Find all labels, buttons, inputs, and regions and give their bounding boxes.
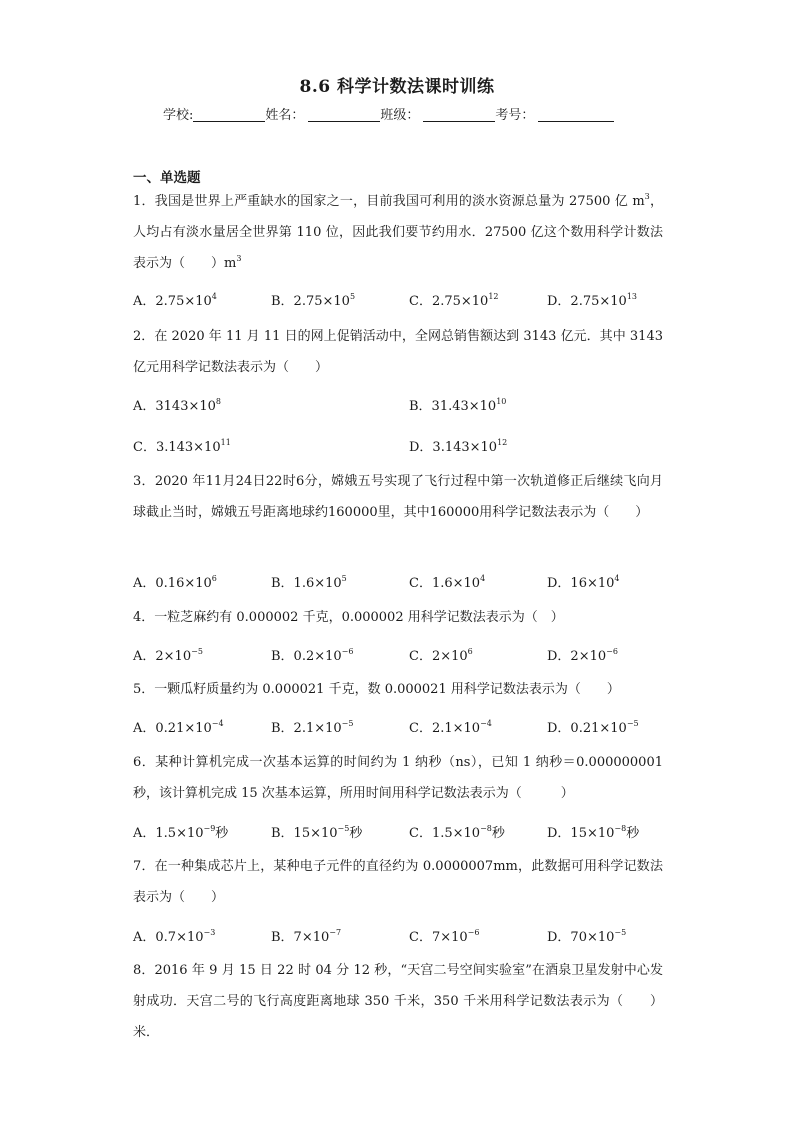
option-b[interactable]: B．$15\times 10^{-5}$秒 [271,824,363,841]
option-a[interactable]: A．$1.5\times 10^{-9}$秒 [133,824,229,841]
option-b[interactable]: B．$1.6\times 10^5$ [271,574,347,591]
question-2: 2．在 2020 年 11 月 11 日的网上促销活动中，全网总销售额达到 3143 亿元．其中 3143 亿元用科学记数法表示为（ ） [133,329,663,375]
option-a[interactable]: A．$2\times 10^{-5}$ [133,647,203,664]
option-b[interactable]: B．$31.43\times 10^{10}$ [409,397,507,414]
option-c[interactable]: C．$3.143\times 10^{11}$ [133,438,231,455]
question-1-options [133,290,663,312]
option-d[interactable]: D．$70\times 10^{-5}$ [547,928,627,945]
option-a[interactable]: A．$3143\times 10^8$ [133,397,222,414]
option-d[interactable]: D．$15\times 10^{-8}$秒 [547,824,640,841]
option-c[interactable]: C．$1.6\times 10^4$ [409,574,486,591]
option-b[interactable]: B．$2.1\times 10^{-5}$ [271,719,354,736]
question-6-options [133,822,663,844]
question-7: 7．在一种集成芯片上，某种电子元件的直径约为 0.0000007mm，此数据可用科学记数法表示为（ ） [133,859,663,905]
class-label: 班级： [380,108,420,123]
option-a[interactable]: A．$0.21\times 10^{-4}$ [133,719,224,736]
option-c[interactable]: C．$2\times 10^6$ [409,647,473,664]
option-a[interactable]: A．$0.16\times 10^6$ [133,574,217,591]
info-line [163,104,643,123]
option-d[interactable]: D．$2\times 10^{-6}$ [547,647,618,664]
exam-label: 考号： [495,108,535,123]
option-d[interactable]: D．$2.75\times 10^{13}$ [547,292,637,309]
question-4-options [133,645,663,667]
question-3-options [133,572,663,594]
question-5-options [133,717,663,739]
name-blank[interactable] [308,107,380,122]
class-blank[interactable] [423,107,495,122]
name-label: 姓名： [265,108,305,123]
option-c[interactable]: C．$2.1\times 10^{-4}$ [409,719,492,736]
question-3: 3．2020 年11月24日22时6分，嫦娥五号实现了飞行过程中第一次轨道修正后继续飞向月球截止当时，嫦娥五号距离地球约160000里，其中160000用科学记数法表示为（ ） [133,474,663,520]
option-b[interactable]: B．$0.2\times 10^{-6}$ [271,647,354,664]
school-blank[interactable] [193,107,265,122]
option-b[interactable]: B．$7\times 10^{-7}$ [271,928,342,945]
option-a[interactable]: A．$0.7\times 10^{-3}$ [133,928,216,945]
option-b[interactable]: B．$2.75\times 10^5$ [271,292,356,309]
option-c[interactable]: C．$2.75\times 10^{12}$ [409,292,499,309]
question-2-options-row1 [133,395,663,417]
option-c[interactable]: C．$1.5\times 10^{-8}$秒 [409,824,505,841]
option-d[interactable]: D．$0.21\times 10^{-5}$ [547,719,639,736]
option-d[interactable]: D．$16\times 10^4$ [547,574,620,591]
question-7-options [133,926,663,948]
exam-blank[interactable] [538,107,614,122]
question-5: 5．一颗瓜籽质量约为 0.000021 千克，数 0.000021 用科学记数法表示为（ ） [133,682,620,697]
question-2-options-row2 [133,436,663,458]
page-title: 8.6 科学计数法课时训练 [299,77,495,97]
question-1: 1．我国是世界上严重缺水的国家之一，目前我国可利用的淡水资源总量为 27500 亿 $m^3$，人均占有淡水量居全世界第 110 位，因此我们要节约用水．27500 亿这个数用科学计数法表示为（ ）$m^3$ [133,192,663,271]
section-title: 一、单选题 [133,170,201,186]
option-a[interactable]: A．$2.75\times 10^4$ [133,292,217,309]
question-8: 8．2016 年 9 月 15 日 22 时 04 分 12 秒，“天宫二号空间实验室”在酒泉卫星发射中心发射成功．天宫二号的飞行高度距离地球 350 千米，350 千米用科学记数法表示为（ ）米． [133,963,663,1040]
option-c[interactable]: C．$7\times 10^{-6}$ [409,928,480,945]
question-4: 4．一粒芝麻约有 0.000002 千克，0.000002 用科学记数法表示为（ ） [133,610,564,625]
option-d[interactable]: D．$3.143\times 10^{12}$ [409,438,508,455]
question-6: 6．某种计算机完成一次基本运算的时间约为 1 纳秒（ns），已知 1 纳秒＝0.000000001 秒，该计算机完成 15 次基本运算，所用时间用科学记数法表示为（ ） [133,755,663,801]
school-label: 学校: [163,108,194,123]
